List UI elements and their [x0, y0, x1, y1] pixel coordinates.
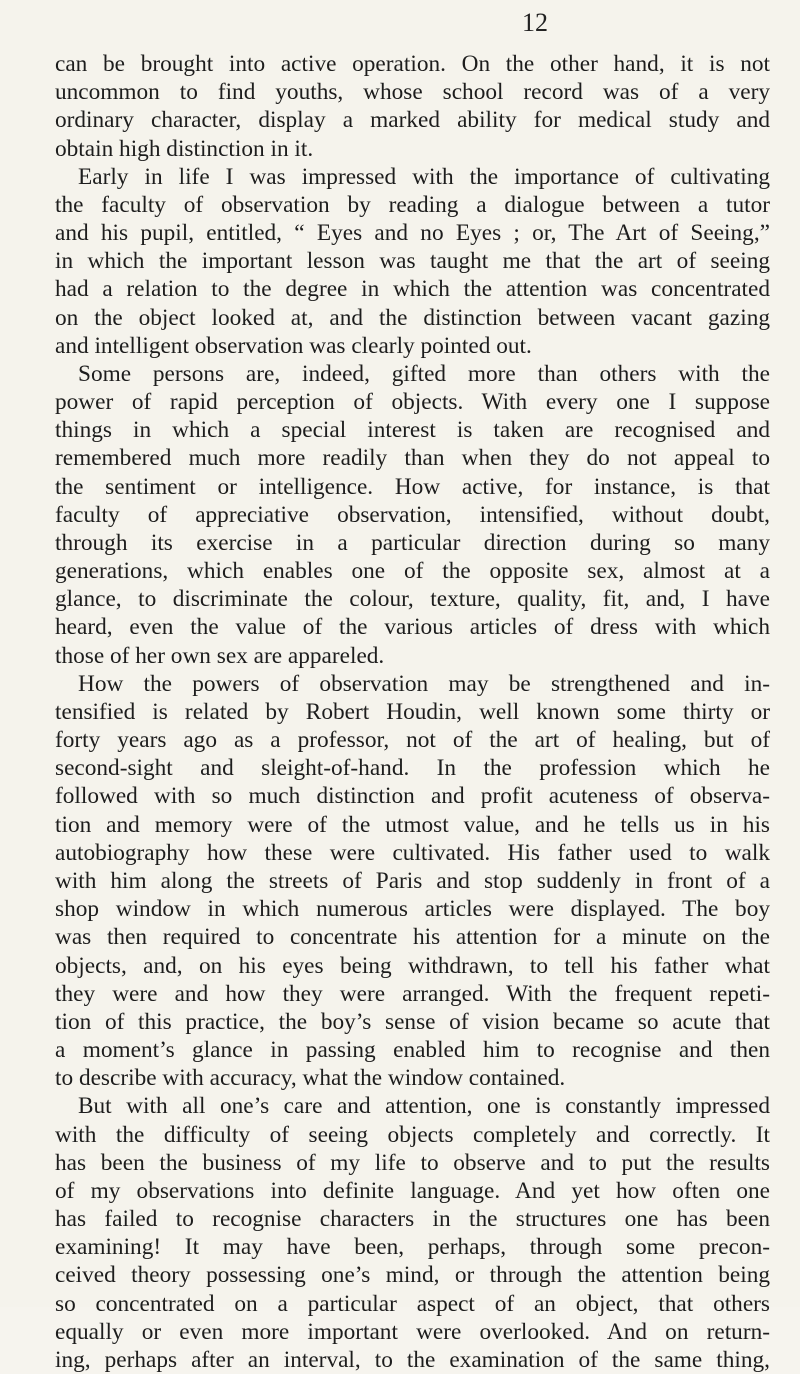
text-line: equally or even more important were overlooked. And on return-: [55, 1318, 770, 1345]
text-line: the sentiment or intelligence. How active, for instance, is that: [55, 473, 770, 500]
text-line: ordinary character, display a marked ability for medical study and: [55, 107, 770, 134]
text-line: tion of this practice, the boy’s sense of vision became so acute that: [55, 1008, 770, 1035]
body-text: [55, 50, 770, 1374]
text-line: uncommon to find youths, whose school record was of a very: [55, 79, 770, 106]
text-line: faculty of appreciative observation, intensified, without doubt,: [55, 501, 770, 528]
text-line: things in which a special interest is taken are recognised and: [55, 417, 770, 444]
text-line: Some persons are, indeed, gifted more than others with the: [78, 360, 770, 387]
text-line: tion and memory were of the utmost value, and he tells us in his: [55, 811, 770, 838]
text-line: with the difficulty of seeing objects completely and correctly. It: [55, 1121, 770, 1148]
text-line: obtain high distinction in it.: [55, 135, 314, 162]
text-line: remembered much more readily than when they do not appeal to: [55, 445, 770, 472]
text-line: had a relation to the degree in which the attention was concentrated: [55, 276, 770, 303]
text-line: ing, perhaps after an interval, to the examination of the same thing,: [55, 1346, 770, 1373]
text-line: has been the business of my life to observe and to put the results: [55, 1149, 770, 1176]
text-line: can be brought into active operation. On the other hand, it is not: [55, 51, 770, 77]
text-line: a moment’s glance in passing enabled him to recognise and then: [55, 1037, 770, 1064]
text-line: so concentrated on a particular aspect of an object, that others: [55, 1290, 770, 1317]
text-line: tensified is related by Robert Houdin, well known some thirty or: [55, 698, 770, 725]
text-line: followed with so much distinction and profit acuteness of observa-: [55, 783, 770, 810]
text-line: second-sight and sleight-of-hand. In the profession which he: [55, 755, 770, 782]
text-line: glance, to discriminate the colour, texture, quality, fit, and, I have: [55, 586, 770, 613]
text-line: they were and how they were arranged. With the frequent repeti-: [55, 980, 770, 1007]
text-line: heard, even the value of the various articles of dress with which: [55, 614, 770, 641]
text-line: objects, and, on his eyes being withdrawn, to tell his father what: [55, 952, 770, 979]
text-line: and intelligent observation was clearly pointed out.: [55, 332, 532, 359]
text-line: shop window in which numerous articles were displayed. The boy: [55, 896, 770, 923]
text-line: those of her own sex are appareled.: [55, 642, 385, 669]
text-line: power of rapid perception of objects. With every one I suppose: [55, 389, 770, 416]
text-line: generations, which enables one of the opposite sex, almost at a: [55, 558, 770, 585]
text-line: to describe with accuracy, what the window contained.: [55, 1065, 566, 1092]
text-line: Early in life I was impressed with the importance of cultivating: [78, 163, 770, 190]
text-line: has failed to recognise characters in the structures one has been: [55, 1206, 770, 1233]
text-line: forty years ago as a professor, not of the art of healing, but of: [55, 727, 770, 754]
text-line: in which the important lesson was taught me that the art of seeing: [55, 248, 770, 275]
text-line: and his pupil, entitled, “ Eyes and no Eyes ; or, The Art of Seeing,”: [55, 220, 770, 247]
text-line: through its exercise in a particular direction during so many: [55, 529, 770, 556]
text-line: was then required to concentrate his attention for a minute on the: [55, 924, 770, 951]
text-line: ceived theory possessing one’s mind, or through the attention being: [55, 1262, 770, 1289]
page-number: 12: [522, 8, 548, 37]
text-line: on the object looked at, and the distinction between vacant gazing: [55, 304, 770, 331]
text-line: But with all one’s care and attention, one is constantly impressed: [78, 1093, 770, 1120]
text-line: of my observations into definite language. And yet how often one: [55, 1177, 770, 1204]
text-line: autobiography how these were cultivated. His father used to walk: [55, 839, 770, 866]
text-line: with him along the streets of Paris and stop suddenly in front of a: [55, 867, 770, 894]
text-line: How the powers of observation may be strengthened and in-: [78, 670, 770, 697]
text-line: examining! It may have been, perhaps, through some precon-: [55, 1234, 770, 1261]
text-line: the faculty of observation by reading a dialogue between a tutor: [55, 191, 770, 218]
